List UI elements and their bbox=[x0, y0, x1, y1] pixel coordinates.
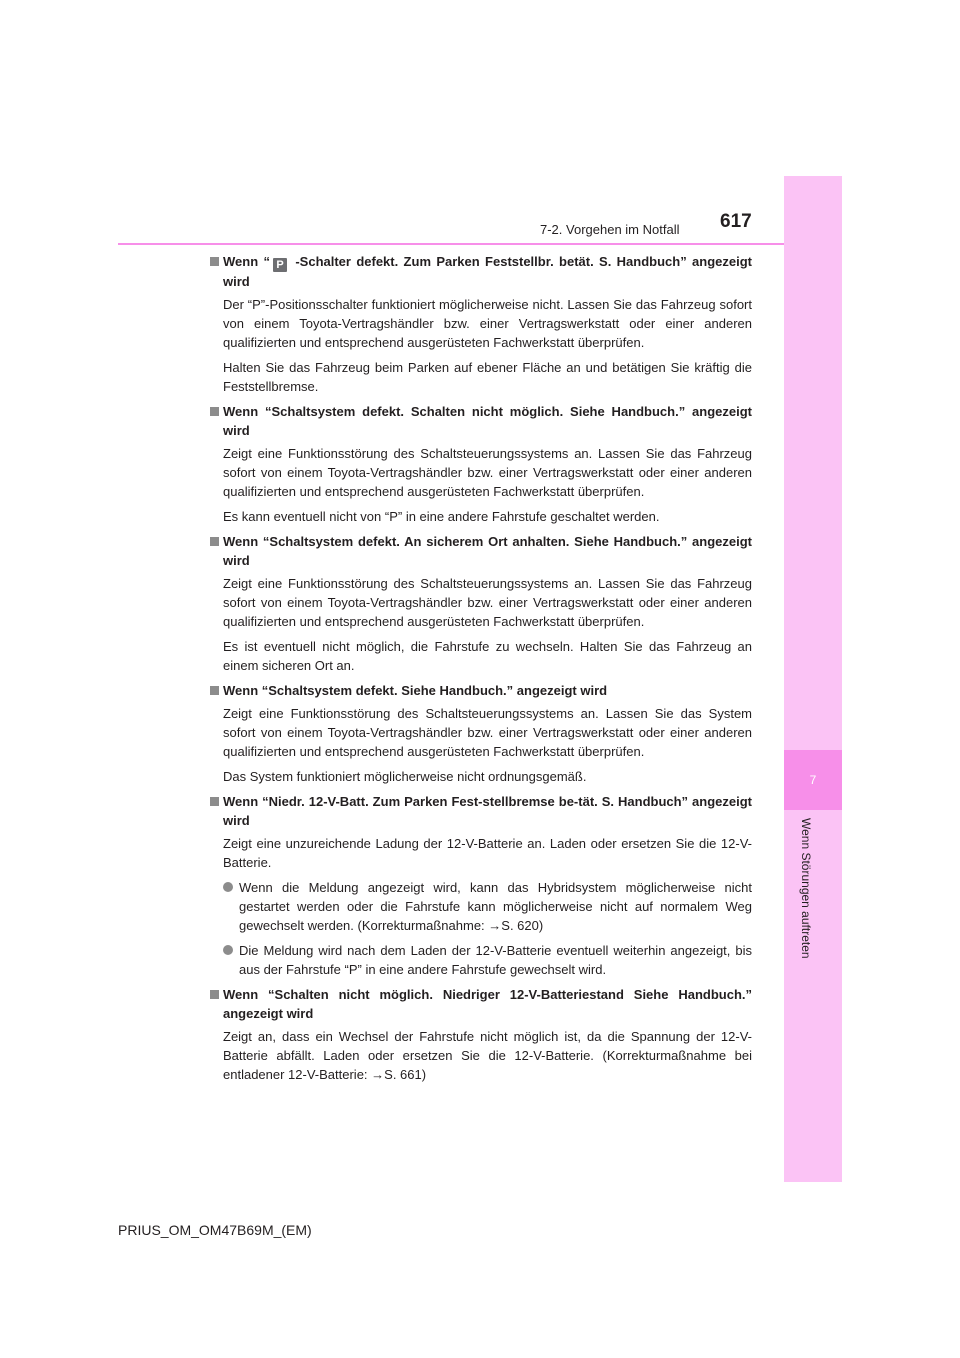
section-shift-no-switch bbox=[210, 402, 752, 526]
section-shift-defect bbox=[210, 681, 752, 786]
bullet-text: Die Meldung wird nach dem Laden der 12-V-Batterie eventuell weiterhin angezeigt, bis aus der Fahrstufe “P” in eine andere Fahrstufe gewechselt wird. bbox=[239, 943, 752, 977]
page-number: 617 bbox=[720, 211, 752, 232]
chapter-title-vertical: Wenn Störungen auftreten bbox=[799, 818, 813, 959]
chapter-side-tab bbox=[784, 176, 842, 1182]
heading-text: Wenn “Schaltsystem defekt. An sicherem Ort anhalten. Siehe Handbuch.” angezeigt wird bbox=[223, 534, 752, 568]
chapter-number: 7 bbox=[809, 773, 817, 787]
section-heading bbox=[210, 792, 752, 830]
parking-p-icon: P bbox=[273, 258, 287, 272]
header-divider bbox=[118, 243, 784, 245]
square-bullet-icon bbox=[210, 537, 219, 546]
section-heading bbox=[210, 681, 752, 700]
bullet-item bbox=[210, 878, 752, 935]
section-heading bbox=[210, 532, 752, 570]
paragraph: Zeigt eine Funktionsstörung des Schaltsteuerungssystems an. Lassen Sie das System sofort von einem Toyota-Vertragshändler bzw. einer Vertragswerkstatt oder einer anderen qualifizierten und entsprechend ausgerüsteten Fachwerkstatt überprüfen. bbox=[223, 706, 752, 759]
paragraph: Zeigt eine unzureichende Ladung der 12-V-Batterie an. Laden oder ersetzen Sie die 12-V-Batterie. bbox=[223, 836, 752, 870]
square-bullet-icon bbox=[210, 257, 219, 266]
paragraph: Das System funktioniert möglicherweise nicht ordnungsgemäß. bbox=[223, 769, 587, 784]
square-bullet-icon bbox=[210, 990, 219, 999]
heading-text: Wenn “Schaltsystem defekt. Siehe Handbuch.” angezeigt wird bbox=[223, 683, 608, 698]
section-heading bbox=[210, 985, 752, 1023]
round-bullet-icon bbox=[223, 882, 233, 892]
section-no-shift-low-battery bbox=[210, 985, 752, 1084]
section-title: 7-2. Vorgehen im Notfall bbox=[540, 222, 680, 237]
square-bullet-icon bbox=[210, 686, 219, 695]
paragraph: Es ist eventuell nicht möglich, die Fahrstufe zu wechseln. Halten Sie das Fahrzeug an einem sicheren Ort an. bbox=[223, 639, 752, 673]
section-heading bbox=[210, 252, 752, 291]
bullet-text: Wenn die Meldung angezeigt wird, kann das Hybridsystem möglicherweise nicht gestartet werden oder die Fahrstufe kann möglicherweise nicht auf normalem Weg gewechselt werden. (Korrekturmaßnahme: →S. 620) bbox=[239, 880, 752, 933]
chapter-number-tab[interactable] bbox=[784, 750, 842, 810]
round-bullet-icon bbox=[223, 945, 233, 955]
square-bullet-icon bbox=[210, 797, 219, 806]
section-shift-stop-safe bbox=[210, 532, 752, 675]
page-content bbox=[210, 252, 752, 1090]
section-p-switch bbox=[210, 252, 752, 396]
section-low-battery bbox=[210, 792, 752, 979]
heading-text: Wenn “Schalten nicht möglich. Niedriger 12-V-Batteriestand Siehe Handbuch.” angezeigt wird bbox=[223, 987, 752, 1021]
section-heading bbox=[210, 402, 752, 440]
paragraph: Zeigt eine Funktionsstörung des Schaltsteuerungssystems an. Lassen Sie das Fahrzeug sofort von einem Toyota-Vertragshändler bzw. einer Vertragswerkstatt oder einer anderen qualifizierten und entsprechend ausgerüsteten Fachwerkstatt überprüfen. bbox=[223, 576, 752, 629]
document-code: PRIUS_OM_OM47B69M_(EM) bbox=[118, 1222, 312, 1238]
heading-text: Wenn “Niedr. 12-V-Batt. Zum Parken Fest-stellbremse be-tät. S. Handbuch” angezeigt wird bbox=[223, 794, 752, 828]
paragraph: Zeigt eine Funktionsstörung des Schaltsteuerungssystems an. Lassen Sie das Fahrzeug sofort von einem Toyota-Vertragshändler bzw. einer Vertragswerkstatt oder einer anderen qualifizierten und entsprechend ausgerüsteten Fachwerkstatt überprüfen. bbox=[223, 446, 752, 499]
heading-text: Wenn “Schaltsystem defekt. Schalten nicht möglich. Siehe Handbuch.” angezeigt wird bbox=[223, 404, 752, 438]
heading-text-pre: Wenn “ bbox=[223, 254, 270, 269]
heading-text-post: -Schalter defekt. Zum Parken Feststellbr. betät. S. Handbuch” angezeigt wird bbox=[223, 254, 753, 289]
paragraph: Halten Sie das Fahrzeug beim Parken auf ebener Fläche an und betätigen Sie kräftig die Feststellbremse. bbox=[223, 360, 752, 394]
paragraph: Zeigt an, dass ein Wechsel der Fahrstufe nicht möglich ist, da die Spannung der 12-V-Batterie abfällt. Laden oder ersetzen Sie die 12-V-Batterie. (Korrekturmaßnahme bei entladener 12-V-Batterie: →S. 661) bbox=[223, 1029, 752, 1082]
paragraph: Der “P”-Positionsschalter funktioniert möglicherweise nicht. Lassen Sie das Fahrzeug sofort von einem Toyota-Vertragshändler bzw. einer Vertragswerkstatt oder einer anderen qualifizierten und entsprechend ausgerüsteten Fachwerkstatt überprüfen. bbox=[223, 297, 752, 350]
paragraph: Es kann eventuell nicht von “P” in eine andere Fahrstufe geschaltet werden. bbox=[223, 509, 660, 524]
bullet-item bbox=[210, 941, 752, 979]
square-bullet-icon bbox=[210, 407, 219, 416]
